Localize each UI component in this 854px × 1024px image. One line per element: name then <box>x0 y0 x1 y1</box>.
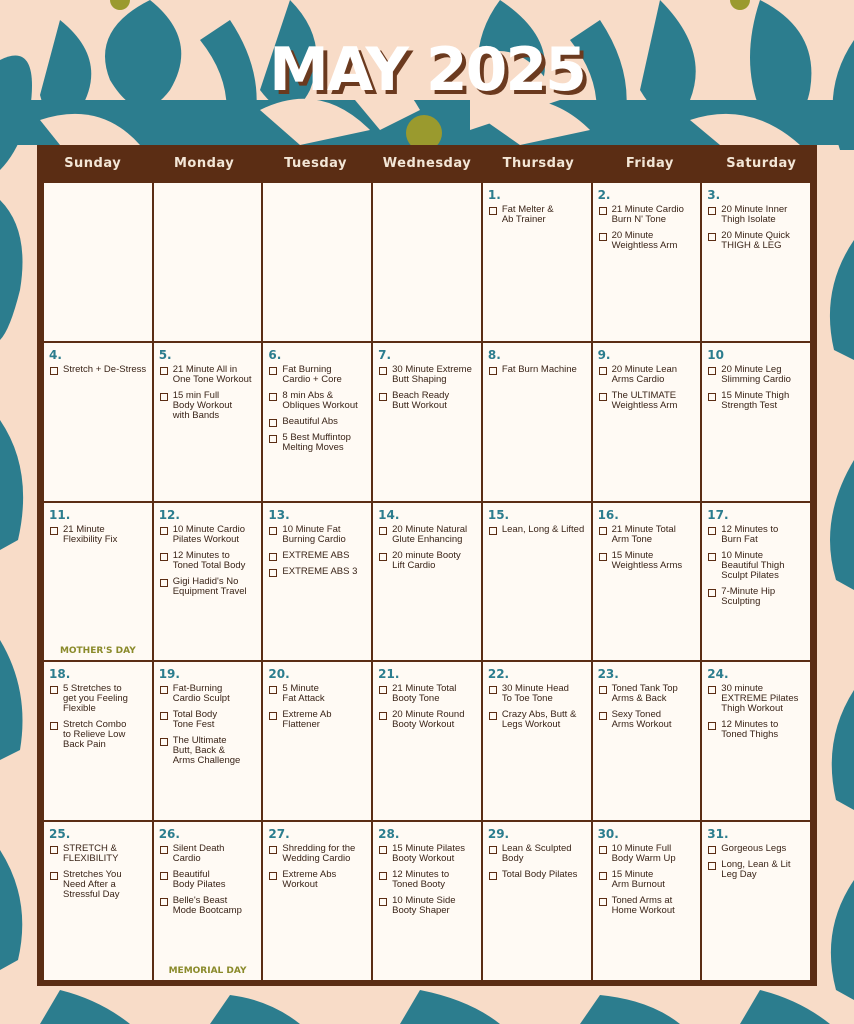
checkbox[interactable] <box>489 846 497 854</box>
checkbox[interactable] <box>599 393 607 401</box>
day-number: 12. <box>158 507 180 522</box>
workout-label: EXTREME ABS <box>282 549 350 561</box>
checkbox[interactable] <box>379 367 387 375</box>
weekday-tuesday: Tuesday <box>284 155 348 171</box>
checkbox[interactable] <box>599 233 607 241</box>
workout-label: Gigi Hadid's No Equipment Travel <box>172 575 247 597</box>
day-number: 15. <box>487 507 510 522</box>
workout-label: Shredding for the Wedding Cardio <box>282 843 356 865</box>
day-number: 25. <box>49 827 71 842</box>
day-number: 22. <box>487 667 510 682</box>
workout-label: The ULTIMATE Weightless Arm <box>611 389 678 411</box>
workout-label: Extreme Ab Flattener <box>282 709 332 731</box>
weekday-monday: Monday <box>173 155 235 171</box>
day-number: 23. <box>597 667 619 682</box>
checkbox[interactable] <box>160 553 168 561</box>
day-number: 29. <box>487 827 510 842</box>
workout-label: 21 Minute Flexibility Fix <box>63 523 118 545</box>
workout-item[interactable] <box>378 525 476 545</box>
workout-item[interactable] <box>707 551 805 581</box>
workout-label: Gorgeous Legs <box>721 843 787 855</box>
workout-item[interactable] <box>268 551 366 561</box>
day-cell <box>263 822 371 980</box>
workout-item[interactable] <box>268 844 366 864</box>
workout-label: 30 Minute Head To Toe Tone <box>501 683 569 705</box>
workout-item[interactable] <box>488 684 586 704</box>
workout-item[interactable] <box>378 684 476 704</box>
workout-item[interactable] <box>268 567 366 577</box>
day-number: 21. <box>378 667 400 682</box>
workout-label: 12 Minutes to Toned Total Body <box>172 549 246 571</box>
workout-item[interactable] <box>159 391 257 421</box>
checkbox[interactable] <box>160 712 168 720</box>
day-number: 5. <box>158 347 172 362</box>
checkbox[interactable] <box>599 553 607 561</box>
workout-item[interactable] <box>159 577 257 597</box>
workout-label: EXTREME ABS 3 <box>282 565 358 577</box>
workout-item[interactable] <box>488 870 586 880</box>
checkbox[interactable] <box>269 435 277 443</box>
day-cell <box>593 503 701 661</box>
workout-item[interactable] <box>488 844 586 864</box>
checkbox[interactable] <box>269 393 277 401</box>
workout-item[interactable] <box>378 391 476 411</box>
workout-label: Total Body Tone Fest <box>172 709 218 731</box>
checkbox[interactable] <box>708 589 716 597</box>
checkbox[interactable] <box>599 686 607 694</box>
calendar <box>37 145 817 986</box>
day-cell <box>263 343 371 501</box>
day-number: 17. <box>707 507 729 522</box>
workout-item[interactable] <box>268 525 366 545</box>
checkbox[interactable] <box>379 712 387 720</box>
checkbox[interactable] <box>708 862 716 870</box>
checkbox[interactable] <box>269 846 277 854</box>
day-cell <box>702 822 810 980</box>
workout-item[interactable] <box>378 870 476 890</box>
day-cell <box>44 343 152 501</box>
checkbox[interactable] <box>708 393 716 401</box>
workout-item[interactable] <box>378 710 476 730</box>
checkbox[interactable] <box>50 872 58 880</box>
workout-label: 12 Minutes to Toned Thighs <box>721 719 779 741</box>
weekday-saturday: Saturday <box>726 155 797 171</box>
workout-item[interactable] <box>268 417 366 427</box>
checkbox[interactable] <box>489 207 497 215</box>
checkbox[interactable] <box>160 579 168 587</box>
workout-item[interactable] <box>159 551 257 571</box>
workout-item[interactable] <box>488 205 586 225</box>
workout-item[interactable] <box>598 205 696 225</box>
holiday-label: MOTHER'S DAY <box>59 646 136 657</box>
workout-label: Beautiful Abs <box>282 415 338 427</box>
workout-label: 20 Minute Round Booty Workout <box>392 709 465 731</box>
workout-item[interactable] <box>598 710 696 730</box>
checkbox[interactable] <box>269 569 277 577</box>
day-cell <box>154 822 262 980</box>
workout-item[interactable] <box>707 205 805 225</box>
workout-label: 20 Minute Weightless Arm <box>611 230 678 251</box>
checkbox[interactable] <box>708 367 716 375</box>
day-cell <box>593 183 701 341</box>
checkbox[interactable] <box>160 846 168 854</box>
workout-label: Lean, Long & Lifted <box>501 523 585 535</box>
checkbox[interactable] <box>50 686 58 694</box>
day-number: 20. <box>268 667 290 682</box>
day-number: 14. <box>378 507 400 522</box>
workout-item[interactable] <box>598 231 696 251</box>
workout-label: 20 Minute Quick THIGH & LEG <box>721 230 790 251</box>
checkbox[interactable] <box>489 872 497 880</box>
workout-item[interactable] <box>707 860 805 880</box>
workout-label: 30 minute EXTREME Pilates Thigh Workout <box>721 683 799 715</box>
day-cell <box>373 822 481 980</box>
checkbox[interactable] <box>379 872 387 880</box>
workout-label: 21 Minute All in One Tone Workout <box>172 363 252 385</box>
checkbox[interactable] <box>379 898 387 906</box>
workout-label: Beach Ready Butt Workout <box>392 389 450 411</box>
workout-label: 10 Minute Beautiful Thigh Sculpt Pilates <box>721 549 785 581</box>
workout-item[interactable] <box>598 525 696 545</box>
workout-item[interactable] <box>707 587 805 607</box>
day-cell <box>483 343 591 501</box>
day-number: 1. <box>487 188 501 202</box>
checkbox[interactable] <box>50 846 58 854</box>
workout-item[interactable] <box>49 720 147 750</box>
workout-item[interactable] <box>598 870 696 890</box>
workout-item[interactable] <box>598 684 696 704</box>
day-cell <box>483 662 591 820</box>
day-number: 4. <box>49 347 62 362</box>
workout-label: 15 min Full Body Workout with Bands <box>172 389 233 421</box>
workout-item[interactable] <box>268 391 366 411</box>
day-number: 11. <box>49 507 71 522</box>
day-cell <box>154 343 262 501</box>
workout-item[interactable] <box>598 391 696 411</box>
weekday-header <box>37 145 817 181</box>
checkbox[interactable] <box>599 872 607 880</box>
checkbox[interactable] <box>160 393 168 401</box>
workout-item[interactable] <box>378 844 476 864</box>
checkbox[interactable] <box>599 898 607 906</box>
workout-label: Beautiful Body Pilates <box>172 869 226 891</box>
workout-label: 12 Minutes to Toned Booty <box>392 869 450 891</box>
workout-label: 15 Minute Pilates Booty Workout <box>392 843 466 865</box>
checkbox[interactable] <box>708 722 716 730</box>
workout-label: Crazy Abs, Butt & Legs Workout <box>501 709 577 731</box>
checkbox[interactable] <box>269 419 277 427</box>
calendar-grid <box>44 183 810 980</box>
checkbox[interactable] <box>50 527 58 535</box>
workout-label: 5 Minute Fat Attack <box>282 683 325 705</box>
checkbox[interactable] <box>708 527 716 535</box>
workout-item[interactable] <box>159 844 257 864</box>
workout-label: 20 Minute Leg Slimming Cardio <box>721 363 791 385</box>
workout-label: Stretches You Need After a Stressful Day <box>63 869 122 901</box>
workout-item[interactable] <box>159 870 257 890</box>
workout-item[interactable] <box>268 365 366 385</box>
workout-item[interactable] <box>159 684 257 704</box>
day-cell <box>373 662 481 820</box>
checkbox[interactable] <box>708 207 716 215</box>
weekday-thursday: Thursday <box>502 155 575 171</box>
workout-label: Stretch + De-Stress <box>63 363 147 375</box>
workout-label: 21 Minute Total Arm Tone <box>611 523 676 545</box>
day-cell <box>702 183 810 341</box>
checkbox[interactable] <box>379 686 387 694</box>
checkbox[interactable] <box>489 686 497 694</box>
workout-item[interactable] <box>378 551 476 571</box>
checkbox[interactable] <box>599 527 607 535</box>
workout-label: Fat Burn Machine <box>501 363 577 375</box>
day-cell <box>483 503 591 661</box>
checkbox[interactable] <box>160 872 168 880</box>
workout-item[interactable] <box>707 365 805 385</box>
day-cell <box>593 343 701 501</box>
holiday-label: MEMORIAL DAY <box>168 966 247 976</box>
workout-item[interactable] <box>598 365 696 385</box>
workout-item[interactable] <box>707 844 805 854</box>
day-number: 6. <box>268 347 282 362</box>
workout-item[interactable] <box>598 896 696 916</box>
workout-label: 10 Minute Full Body Warm Up <box>611 843 676 865</box>
workout-label: Fat-Burning Cardio Sculpt <box>172 683 230 705</box>
day-number: 7. <box>378 347 392 362</box>
day-cell <box>44 503 152 661</box>
day-cell <box>593 822 701 980</box>
workout-item[interactable] <box>159 365 257 385</box>
checkbox[interactable] <box>160 738 168 746</box>
weekday-sunday: Sunday <box>64 155 122 171</box>
day-cell <box>483 183 591 341</box>
day-number: 10 <box>707 347 724 362</box>
workout-label: Lean & Sculpted Body <box>501 843 572 865</box>
day-number: 3. <box>707 188 721 202</box>
workout-item[interactable] <box>49 844 147 864</box>
empty-day-cell <box>263 183 371 341</box>
workout-label: 20 Minute Natural Glute Enhancing <box>392 523 468 545</box>
workout-item[interactable] <box>159 710 257 730</box>
day-number: 26. <box>158 827 180 842</box>
weekday-wednesday: Wednesday <box>382 155 472 171</box>
checkbox[interactable] <box>708 686 716 694</box>
workout-item[interactable] <box>159 736 257 766</box>
workout-label: 30 Minute Extreme Butt Shaping <box>392 363 472 385</box>
checkbox[interactable] <box>160 686 168 694</box>
workout-item[interactable] <box>268 870 366 890</box>
workout-label: 7-Minute Hip Sculpting <box>721 585 776 607</box>
workout-item[interactable] <box>268 433 366 453</box>
workout-label: 8 min Abs & Obliques Workout <box>282 389 358 411</box>
workout-label: 15 Minute Weightless Arms <box>611 549 683 571</box>
workout-item[interactable] <box>159 525 257 545</box>
checkbox[interactable] <box>379 393 387 401</box>
workout-label: 20 Minute Inner Thigh Isolate <box>721 204 788 225</box>
workout-item[interactable] <box>707 720 805 740</box>
workout-item[interactable] <box>488 365 586 375</box>
workout-item[interactable] <box>707 525 805 545</box>
workout-item[interactable] <box>49 870 147 900</box>
day-number: 27. <box>268 827 290 842</box>
workout-label: 10 Minute Side Booty Shaper <box>392 895 456 917</box>
day-cell <box>702 662 810 820</box>
workout-label: Sexy Toned Arms Workout <box>611 709 672 731</box>
day-number: 19. <box>158 667 180 682</box>
day-number: 2. <box>597 188 611 202</box>
workout-item[interactable] <box>268 684 366 704</box>
checkbox[interactable] <box>269 712 277 720</box>
workout-label: Toned Arms at Home Workout <box>611 895 675 917</box>
empty-day-cell <box>44 183 152 341</box>
checkbox[interactable] <box>708 553 716 561</box>
workout-item[interactable] <box>598 844 696 864</box>
workout-label: Toned Tank Top Arms & Back <box>611 683 678 705</box>
checkbox[interactable] <box>160 527 168 535</box>
day-cell <box>373 503 481 661</box>
day-cell <box>263 662 371 820</box>
workout-label: 10 Minute Cardio Pilates Workout <box>172 523 246 545</box>
checkbox[interactable] <box>160 898 168 906</box>
checkbox[interactable] <box>489 712 497 720</box>
workout-label: 10 Minute Fat Burning Cardio <box>282 523 346 545</box>
workout-label: Belle's Beast Mode Bootcamp <box>172 895 242 917</box>
workout-label: 12 Minutes to Burn Fat <box>721 523 779 545</box>
checkbox[interactable] <box>708 233 716 241</box>
checkbox[interactable] <box>599 846 607 854</box>
checkbox[interactable] <box>708 846 716 854</box>
workout-item[interactable] <box>49 365 147 375</box>
checkbox[interactable] <box>599 207 607 215</box>
workout-item[interactable] <box>49 684 147 714</box>
weekday-friday: Friday <box>625 155 674 171</box>
day-cell <box>44 822 152 980</box>
workout-item[interactable] <box>488 710 586 730</box>
checkbox[interactable] <box>599 367 607 375</box>
day-cell <box>373 343 481 501</box>
workout-item[interactable] <box>378 896 476 916</box>
checkbox[interactable] <box>50 367 58 375</box>
workout-label: 20 Minute Lean Arms Cardio <box>611 363 678 385</box>
day-number: 16. <box>597 507 619 522</box>
checkbox[interactable] <box>269 367 277 375</box>
day-cell <box>702 503 810 661</box>
workout-label: Extreme Abs Workout <box>282 869 337 891</box>
workout-label: Stretch Combo to Relieve Low Back Pain <box>63 719 127 751</box>
day-number: 18. <box>49 667 71 682</box>
checkbox[interactable] <box>489 527 497 535</box>
workout-label: 5 Best Muffintop Melting Moves <box>282 431 351 453</box>
day-cell <box>263 503 371 661</box>
day-number: 9. <box>597 347 611 362</box>
workout-label: Total Body Pilates <box>501 869 578 881</box>
day-cell <box>483 822 591 980</box>
day-cell <box>154 503 262 661</box>
day-number: 13. <box>268 507 290 522</box>
workout-label: 20 minute Booty Lift Cardio <box>392 549 461 571</box>
day-number: 8. <box>487 347 501 362</box>
day-cell <box>154 662 262 820</box>
checkbox[interactable] <box>160 367 168 375</box>
workout-item[interactable] <box>598 551 696 571</box>
checkbox[interactable] <box>269 553 277 561</box>
workout-label: The Ultimate Butt, Back & Arms Challenge <box>172 735 241 767</box>
empty-day-cell <box>373 183 481 341</box>
workout-label: 15 Minute Thigh Strength Test <box>721 389 790 411</box>
workout-label: STRETCH & FLEXIBILITY <box>63 843 119 865</box>
workout-label: Fat Burning Cardio + Core <box>282 363 342 385</box>
workout-label: 5 Stretches to get you Feeling Flexible <box>63 683 128 715</box>
workout-item[interactable] <box>707 391 805 411</box>
day-cell <box>593 662 701 820</box>
checkbox[interactable] <box>379 553 387 561</box>
workout-item[interactable] <box>159 896 257 916</box>
checkbox[interactable] <box>379 846 387 854</box>
workout-item[interactable] <box>488 525 586 535</box>
workout-label: 15 Minute Arm Burnout <box>611 869 665 891</box>
workout-item[interactable] <box>707 231 805 251</box>
empty-day-cell <box>154 183 262 341</box>
workout-item[interactable] <box>378 365 476 385</box>
workout-label: Long, Lean & Lit Leg Day <box>721 859 791 881</box>
workout-item[interactable] <box>707 684 805 714</box>
workout-item[interactable] <box>268 710 366 730</box>
workout-item[interactable] <box>49 525 147 545</box>
checkbox[interactable] <box>269 872 277 880</box>
workout-label: Fat Melter & Ab Trainer <box>501 204 554 225</box>
workout-label: 21 Minute Cardio Burn N' Tone <box>611 204 684 225</box>
page-title: MAY 2025 <box>269 35 585 105</box>
workout-label: Silent Death Cardio <box>172 843 225 865</box>
checkbox[interactable] <box>269 527 277 535</box>
checkbox[interactable] <box>379 527 387 535</box>
checkbox[interactable] <box>50 722 58 730</box>
day-number: 30. <box>597 827 619 842</box>
day-number: 24. <box>707 667 729 682</box>
day-number: 31. <box>707 827 729 842</box>
checkbox[interactable] <box>269 686 277 694</box>
checkbox[interactable] <box>489 367 497 375</box>
checkbox[interactable] <box>599 712 607 720</box>
day-cell <box>702 343 810 501</box>
workout-label: 21 Minute Total Booty Tone <box>392 683 457 705</box>
day-number: 28. <box>378 827 400 842</box>
day-cell <box>44 662 152 820</box>
